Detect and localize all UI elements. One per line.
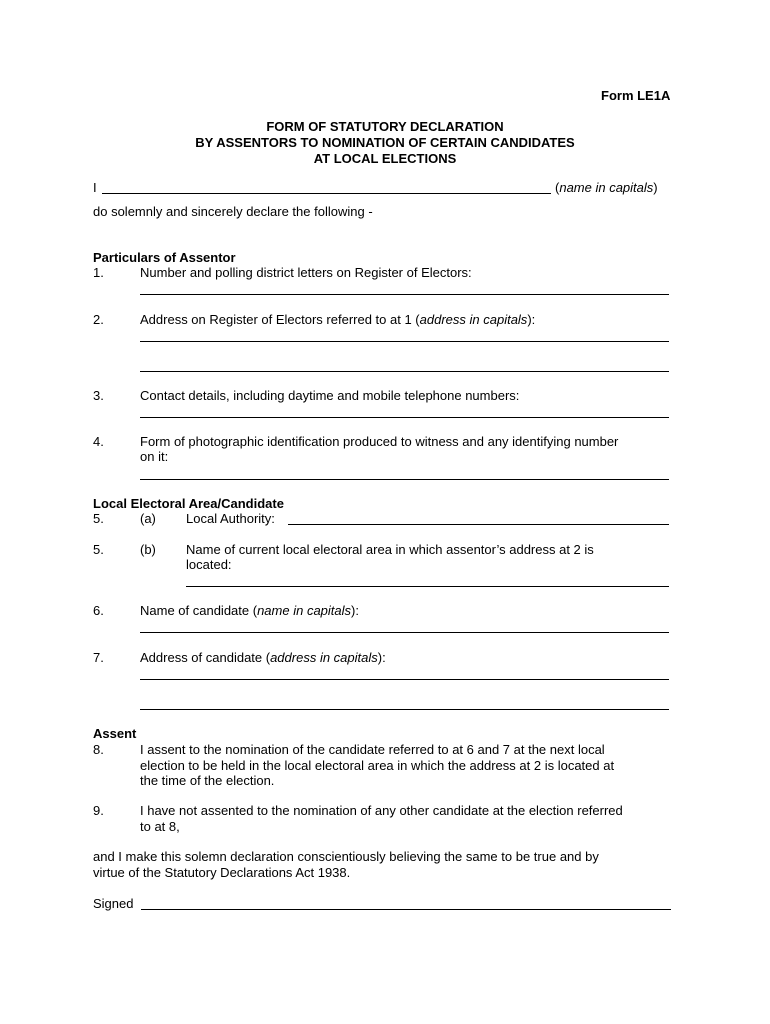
item-5b-label-line-2: located: bbox=[186, 557, 232, 572]
signed-label: Signed bbox=[93, 896, 134, 911]
item-1-label: Number and polling district letters on Register of Electors: bbox=[140, 265, 472, 280]
item-number: 1. bbox=[93, 265, 104, 280]
item-2-field-line-1[interactable] bbox=[140, 341, 669, 342]
item-number: 4. bbox=[93, 434, 104, 449]
item-number: 2. bbox=[93, 312, 104, 327]
item-5a-label: Local Authority: bbox=[186, 511, 275, 526]
section-heading-assent: Assent bbox=[93, 726, 137, 741]
item-4-label-line-2: on it: bbox=[140, 449, 169, 464]
declarant-prefix: I bbox=[93, 180, 97, 195]
form-title-line-3: AT LOCAL ELECTIONS bbox=[313, 151, 457, 166]
closing-line-1: and I make this solemn declaration conscientiously believing the same to be true and by bbox=[93, 849, 599, 864]
item-4-field[interactable] bbox=[140, 479, 669, 480]
declarant-name-field[interactable] bbox=[102, 193, 551, 194]
closing-line-2: virtue of the Statutory Declarations Act 1938. bbox=[93, 865, 351, 880]
item-number: 8. bbox=[93, 742, 104, 757]
item-9-line-2: to at 8, bbox=[140, 819, 180, 834]
candidate-address-field-line-2[interactable] bbox=[140, 709, 669, 710]
section-heading-electoral: Local Electoral Area/Candidate bbox=[93, 496, 284, 511]
electoral-area-field[interactable] bbox=[186, 586, 669, 587]
declare-text: do solemnly and sincerely declare the following - bbox=[93, 204, 373, 219]
item-8-line-2: election to be held in the local electoral area in which the address at 2 is located at bbox=[140, 758, 615, 773]
item-8-line-3: the time of the election. bbox=[140, 773, 275, 788]
item-4-label-line-1: Form of photographic identification produced to witness and any identifying number bbox=[140, 434, 619, 449]
item-8-line-1: I assent to the nomination of the candidate referred to at 6 and 7 at the next local bbox=[140, 742, 605, 757]
item-6-label: Name of candidate (name in capitals): bbox=[140, 603, 359, 618]
signature-field[interactable] bbox=[141, 909, 671, 910]
declarant-name-hint: (name in capitals) bbox=[555, 180, 658, 195]
item-number: 3. bbox=[93, 388, 104, 403]
item-5b-sub: (b) bbox=[140, 542, 156, 557]
item-2-field-line-2[interactable] bbox=[140, 371, 669, 372]
local-authority-field[interactable] bbox=[288, 524, 669, 525]
item-number: 6. bbox=[93, 603, 104, 618]
candidate-address-field-line-1[interactable] bbox=[140, 679, 669, 680]
item-9-line-1: I have not assented to the nomination of any other candidate at the election referred bbox=[140, 803, 623, 818]
item-number: 9. bbox=[93, 803, 104, 818]
form-title-line-1: FORM OF STATUTORY DECLARATION bbox=[266, 119, 504, 134]
candidate-name-field[interactable] bbox=[140, 632, 669, 633]
item-3-label: Contact details, including daytime and mobile telephone numbers: bbox=[140, 388, 520, 403]
form-title-line-2: BY ASSENTORS TO NOMINATION OF CERTAIN CANDIDATES bbox=[195, 135, 575, 150]
item-number: 5. bbox=[93, 511, 104, 526]
form-id: Form LE1A bbox=[601, 88, 671, 103]
item-2-label: Address on Register of Electors referred to at 1 (address in capitals): bbox=[140, 312, 536, 327]
item-5b-label-line-1: Name of current local electoral area in which assentor’s address at 2 is bbox=[186, 542, 594, 557]
item-number: 5. bbox=[93, 542, 104, 557]
section-heading-particulars: Particulars of Assentor bbox=[93, 250, 236, 265]
item-number: 7. bbox=[93, 650, 104, 665]
item-3-field[interactable] bbox=[140, 417, 669, 418]
item-1-field[interactable] bbox=[140, 294, 669, 295]
item-5a-sub: (a) bbox=[140, 511, 156, 526]
item-7-label: Address of candidate (address in capitals): bbox=[140, 650, 386, 665]
